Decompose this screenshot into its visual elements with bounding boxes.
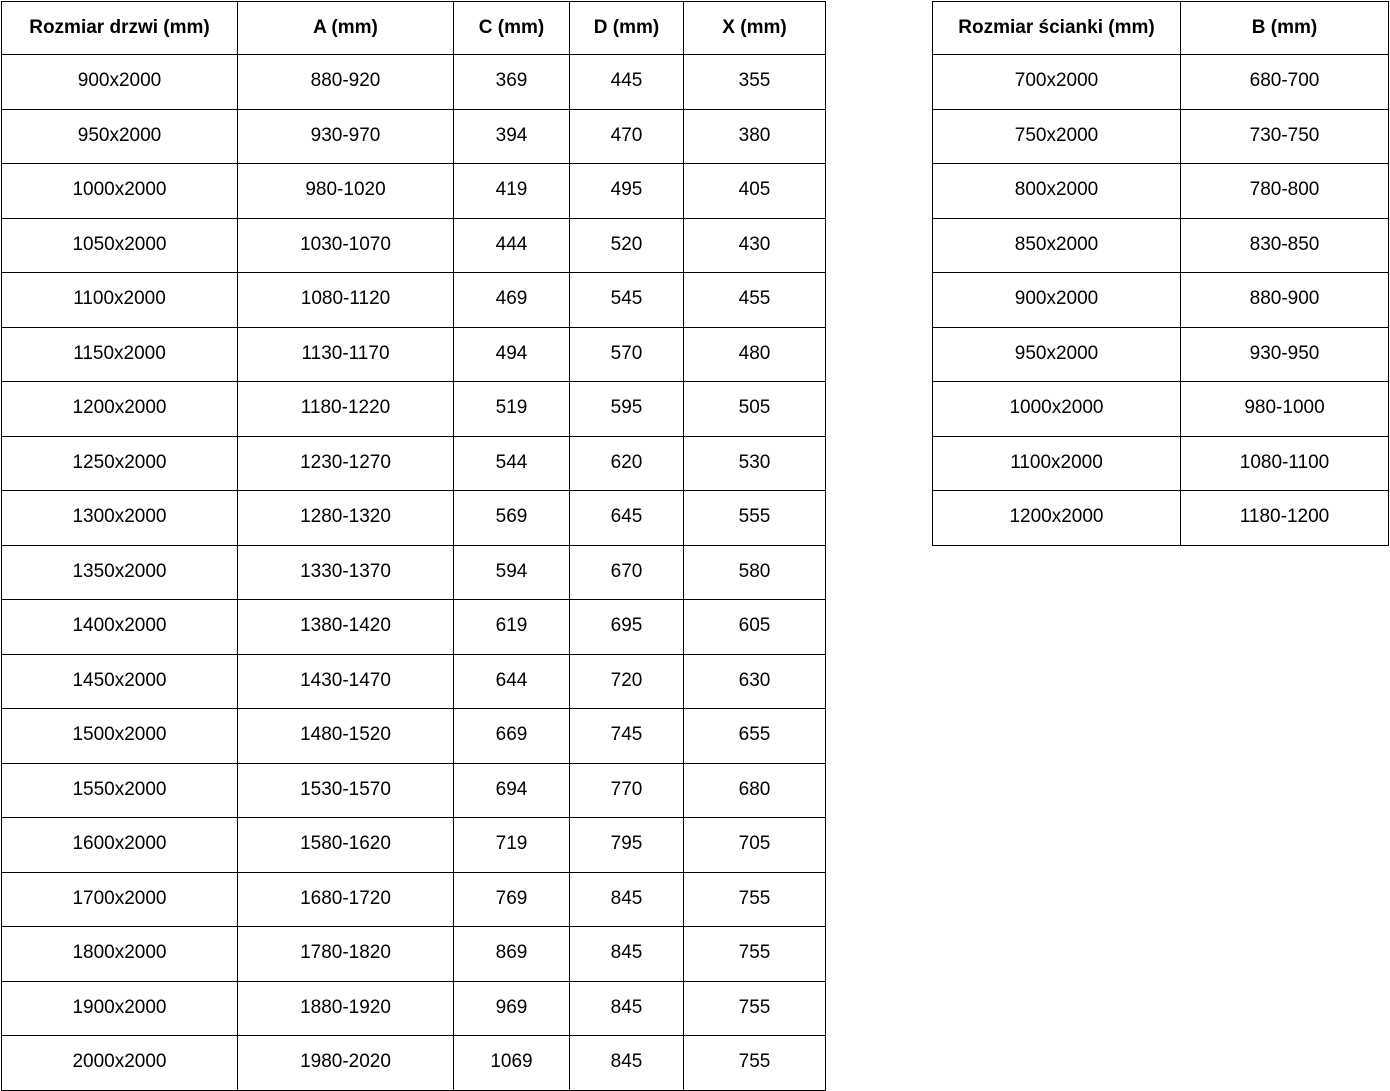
table-row [933, 436, 1389, 491]
table-cell: 1200x2000 [933, 491, 1181, 546]
column-header-b: B (mm) [1181, 2, 1389, 55]
table-cell: 595 [570, 382, 684, 437]
table-cell: 494 [454, 327, 570, 382]
table-row [933, 327, 1389, 382]
table-cell: 720 [570, 654, 684, 709]
table-cell: 430 [684, 218, 826, 273]
table-cell: 520 [570, 218, 684, 273]
table-cell: 769 [454, 872, 570, 927]
table-cell: 845 [570, 927, 684, 982]
table-cell: 755 [684, 872, 826, 927]
wall-size-table [932, 1, 1389, 546]
table-cell: 594 [454, 545, 570, 600]
table-row [933, 164, 1389, 219]
table-cell: 730-750 [1181, 109, 1389, 164]
table-cell: 569 [454, 491, 570, 546]
table-cell: 1800x2000 [2, 927, 238, 982]
table-cell: 1000x2000 [2, 164, 238, 219]
table-cell: 620 [570, 436, 684, 491]
table-cell: 780-800 [1181, 164, 1389, 219]
column-header-door-size: Rozmiar drzwi (mm) [2, 2, 238, 55]
table-cell: 1900x2000 [2, 981, 238, 1036]
table-row [2, 981, 826, 1036]
table-row [2, 109, 826, 164]
table-cell: 795 [570, 818, 684, 873]
table-row [2, 273, 826, 328]
column-header-a: A (mm) [238, 2, 454, 55]
table-cell: 1050x2000 [2, 218, 238, 273]
table-cell: 980-1020 [238, 164, 454, 219]
table-cell: 1230-1270 [238, 436, 454, 491]
table-cell: 694 [454, 763, 570, 818]
table-cell: 850x2000 [933, 218, 1181, 273]
table-cell: 950x2000 [2, 109, 238, 164]
table-cell: 544 [454, 436, 570, 491]
table-cell: 680 [684, 763, 826, 818]
table-cell: 1180-1200 [1181, 491, 1389, 546]
table-cell: 880-900 [1181, 273, 1389, 328]
table-row [933, 109, 1389, 164]
table-cell: 1980-2020 [238, 1036, 454, 1091]
table-cell: 900x2000 [2, 55, 238, 110]
table-cell: 755 [684, 1036, 826, 1091]
table-cell: 545 [570, 273, 684, 328]
table-cell: 380 [684, 109, 826, 164]
table-row [2, 55, 826, 110]
table-cell: 1700x2000 [2, 872, 238, 927]
table-cell: 645 [570, 491, 684, 546]
table-cell: 644 [454, 654, 570, 709]
table-cell: 1600x2000 [2, 818, 238, 873]
table-cell: 669 [454, 709, 570, 764]
table-cell: 619 [454, 600, 570, 655]
table-cell: 455 [684, 273, 826, 328]
door-size-table-body [2, 55, 826, 1091]
column-header-wall-size: Rozmiar ścianki (mm) [933, 2, 1181, 55]
table-header-row [933, 2, 1389, 55]
table-cell: 1280-1320 [238, 491, 454, 546]
table-cell: 755 [684, 981, 826, 1036]
table-cell: 900x2000 [933, 273, 1181, 328]
table-cell: 1400x2000 [2, 600, 238, 655]
table-row [933, 55, 1389, 110]
table-cell: 555 [684, 491, 826, 546]
table-cell: 630 [684, 654, 826, 709]
table-cell: 655 [684, 709, 826, 764]
table-cell: 755 [684, 927, 826, 982]
table-cell: 930-950 [1181, 327, 1389, 382]
table-cell: 1880-1920 [238, 981, 454, 1036]
table-cell: 480 [684, 327, 826, 382]
table-row [2, 600, 826, 655]
table-cell: 1069 [454, 1036, 570, 1091]
table-cell: 1130-1170 [238, 327, 454, 382]
column-header-c: C (mm) [454, 2, 570, 55]
table-cell: 530 [684, 436, 826, 491]
table-row [2, 545, 826, 600]
table-cell: 1480-1520 [238, 709, 454, 764]
table-cell: 1180-1220 [238, 382, 454, 437]
table-cell: 845 [570, 981, 684, 1036]
table-cell: 405 [684, 164, 826, 219]
table-row [2, 218, 826, 273]
table-cell: 570 [570, 327, 684, 382]
table-cell: 670 [570, 545, 684, 600]
table-row [2, 709, 826, 764]
table-cell: 505 [684, 382, 826, 437]
table-cell: 1550x2000 [2, 763, 238, 818]
table-cell: 1300x2000 [2, 491, 238, 546]
table-cell: 1150x2000 [2, 327, 238, 382]
table-row [2, 491, 826, 546]
table-cell: 1450x2000 [2, 654, 238, 709]
table-cell: 950x2000 [933, 327, 1181, 382]
table-cell: 1200x2000 [2, 382, 238, 437]
table-row [2, 164, 826, 219]
table-row [2, 382, 826, 437]
table-cell: 470 [570, 109, 684, 164]
table-row [2, 818, 826, 873]
table-row [2, 1036, 826, 1091]
table-cell: 445 [570, 55, 684, 110]
table-cell: 1100x2000 [933, 436, 1181, 491]
table-cell: 1680-1720 [238, 872, 454, 927]
table-cell: 700x2000 [933, 55, 1181, 110]
door-size-table-header [2, 2, 826, 55]
table-cell: 444 [454, 218, 570, 273]
table-cell: 394 [454, 109, 570, 164]
table-header-row [2, 2, 826, 55]
table-cell: 355 [684, 55, 826, 110]
table-row [2, 763, 826, 818]
table-cell: 1250x2000 [2, 436, 238, 491]
table-cell: 1500x2000 [2, 709, 238, 764]
table-cell: 580 [684, 545, 826, 600]
table-cell: 830-850 [1181, 218, 1389, 273]
table-cell: 1080-1100 [1181, 436, 1389, 491]
table-cell: 880-920 [238, 55, 454, 110]
table-cell: 980-1000 [1181, 382, 1389, 437]
table-cell: 1100x2000 [2, 273, 238, 328]
table-cell: 495 [570, 164, 684, 219]
table-cell: 845 [570, 872, 684, 927]
table-cell: 1000x2000 [933, 382, 1181, 437]
table-row [2, 654, 826, 709]
table-cell: 969 [454, 981, 570, 1036]
table-cell: 1030-1070 [238, 218, 454, 273]
table-row [2, 327, 826, 382]
table-row [933, 491, 1389, 546]
table-cell: 519 [454, 382, 570, 437]
table-cell: 369 [454, 55, 570, 110]
table-cell: 800x2000 [933, 164, 1181, 219]
wall-size-table-body [933, 55, 1389, 546]
table-cell: 695 [570, 600, 684, 655]
door-size-table [1, 1, 826, 1091]
table-cell: 1380-1420 [238, 600, 454, 655]
table-cell: 605 [684, 600, 826, 655]
column-header-d: D (mm) [570, 2, 684, 55]
table-row [2, 436, 826, 491]
table-cell: 869 [454, 927, 570, 982]
table-row [933, 382, 1389, 437]
table-cell: 770 [570, 763, 684, 818]
table-cell: 1780-1820 [238, 927, 454, 982]
table-cell: 750x2000 [933, 109, 1181, 164]
table-cell: 469 [454, 273, 570, 328]
table-cell: 419 [454, 164, 570, 219]
table-cell: 1330-1370 [238, 545, 454, 600]
table-row [933, 218, 1389, 273]
wall-size-table-header [933, 2, 1389, 55]
column-header-x: X (mm) [684, 2, 826, 55]
table-cell: 745 [570, 709, 684, 764]
table-cell: 930-970 [238, 109, 454, 164]
table-cell: 1350x2000 [2, 545, 238, 600]
table-cell: 1530-1570 [238, 763, 454, 818]
table-row [933, 273, 1389, 328]
table-cell: 845 [570, 1036, 684, 1091]
table-row [2, 872, 826, 927]
table-cell: 1580-1620 [238, 818, 454, 873]
table-cell: 705 [684, 818, 826, 873]
table-row [2, 927, 826, 982]
table-cell: 1080-1120 [238, 273, 454, 328]
table-cell: 719 [454, 818, 570, 873]
table-cell: 1430-1470 [238, 654, 454, 709]
table-cell: 2000x2000 [2, 1036, 238, 1091]
table-cell: 680-700 [1181, 55, 1389, 110]
